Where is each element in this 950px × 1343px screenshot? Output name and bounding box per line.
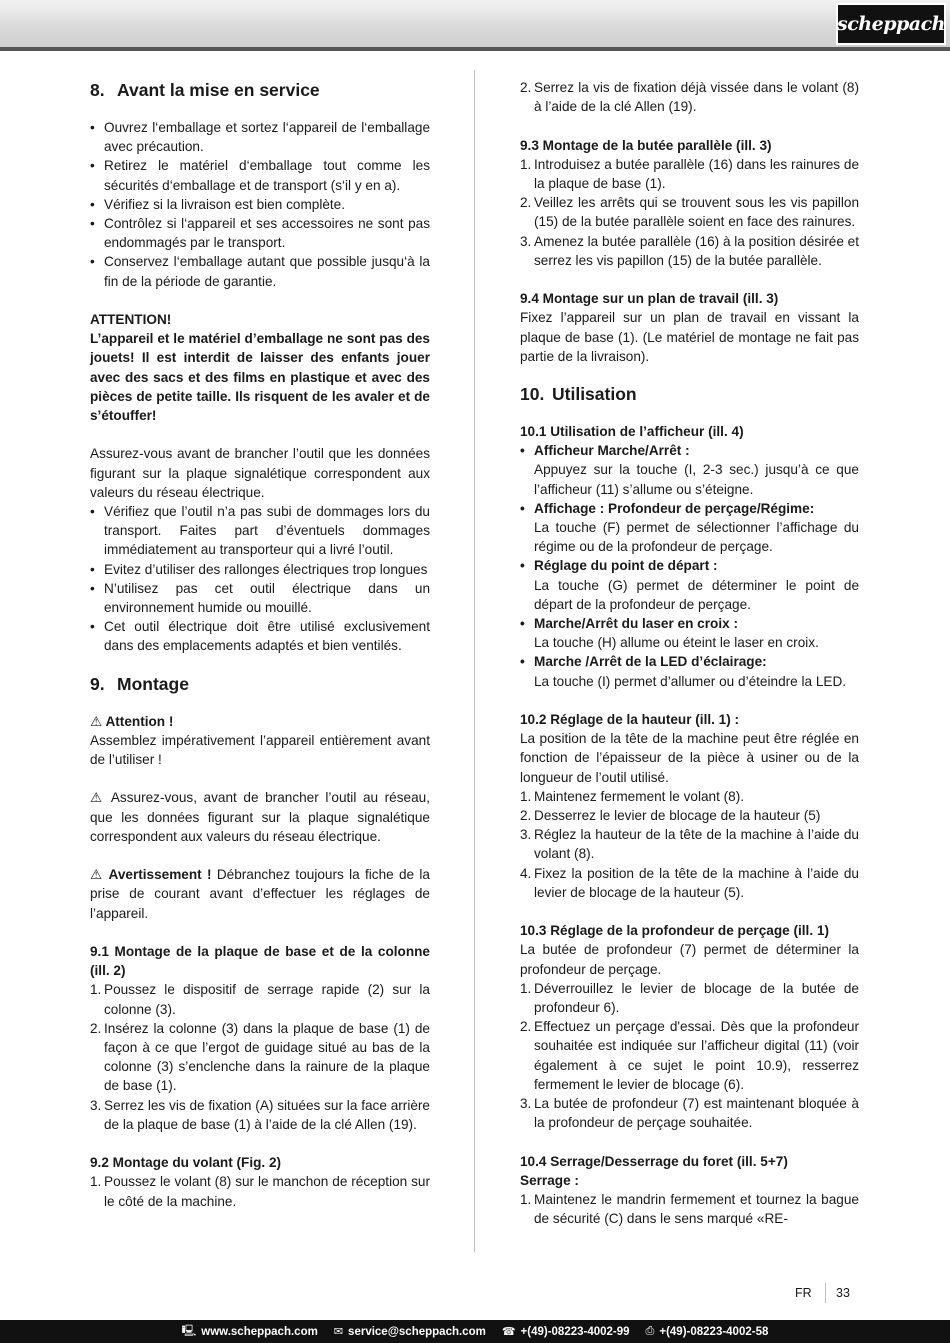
list-item: • Vérifiez que l’outil n’a pas subi de dommages lors du transport. Faites part d’éventuels dommages immédiatement au transporteur qui a livré l’outil. (90, 502, 430, 560)
website-contact[interactable] (182, 1322, 318, 1341)
fax-contact[interactable] (646, 1325, 769, 1338)
logo-text: scheppach (837, 13, 945, 35)
step-text: Maintenez fermement le volant (8). (534, 788, 745, 804)
attention-label: ATTENTION! (90, 312, 172, 328)
list-item: 2. Serrez la vis de fixation déjà vissée dans le volant (8) à l’aide de la clé Allen (19). (520, 80, 859, 115)
step-text: Serrez les vis de fixation (A) situées sur la face arrière de la plaque de base (1) à l’aide de la clé Allen (19). (104, 1097, 430, 1132)
step-text: Introduisez a butée parallèle (16) dans les rainures de la plaque de base (1). (534, 156, 859, 191)
language-code: FR (795, 1286, 812, 1300)
phone-icon: ☎︎ (501, 1326, 516, 1338)
list-item: • N’utilisez pas cet outil électrique dans un environnement humide ou mouillé. (90, 579, 430, 617)
list-item: • Ouvrez l‘emballage et sortez l‘appareil de l‘emballage avec précaution. (90, 118, 430, 156)
step-text: Veillez les arrêts qui se trouvent sous les vis papillon (15) de la butée parallèle soient en face des rainures. (534, 195, 859, 230)
section-9-title: Montage (117, 673, 189, 694)
header-rule (0, 47, 950, 51)
list-item (520, 441, 859, 499)
step-text: Effectuez un perçage d'essai. Dès que la profondeur souhaitée est indiquée sur l’afficheur digital (11) (voir également à ce sujet le point 10.9), resserrez fermement le levier de blocage (6). (534, 1019, 859, 1092)
section-10-3-text: La butée de profondeur (7) permet de déterminer la profondeur de perçage. (520, 942, 859, 977)
list-item: 1. Déverrouillez le levier de blocage de la butée de profondeur 6). (520, 980, 859, 1016)
list-item: • Cet outil électrique doit être utilisé exclusivement dans des emplacements adaptés et bien ventilés. (90, 617, 430, 655)
section-10-title: Utilisation (552, 384, 637, 405)
page-footer (795, 1283, 856, 1303)
section-9-1-steps (90, 980, 430, 1134)
list-item: 3. Serrez les vis de fixation (A) situées sur la face arrière de la plaque de base (1) à l’aide de la clé Allen (19). (90, 1097, 430, 1132)
list-item (520, 556, 859, 614)
list-item: • Vérifiez si la livraison est bien complète. (90, 195, 430, 214)
item-title: • Affichage : Profondeur de perçage/Régime: (534, 500, 815, 516)
list-item: • Retirez le matériel d‘emballage tout comme les sécurités d‘emballage et de transport (s‘il y en a). (90, 156, 430, 194)
section-10-4-title: 10.4 Serrage/Desserrage du foret (ill. 5+7) (520, 1153, 788, 1169)
footer-separator (825, 1283, 826, 1303)
website-text: www.scheppach.com (201, 1325, 318, 1338)
step-text: Amenez la butée parallèle (16) à la position désirée et serrez les vis papillon (15) de la butée parallèle. (534, 233, 859, 268)
list-item (520, 614, 859, 652)
list-item: 1. Poussez le dispositif de serrage rapide (2) sur la colonne (3). (90, 982, 430, 1017)
warning-1-label: ⚠ Attention ! (90, 713, 174, 729)
page-number: 33 (836, 1286, 850, 1300)
section-9-number: 9. (90, 673, 105, 694)
list-item (520, 499, 859, 557)
section-9-4-title: 9.4 Montage sur un plan de travail (ill. 3) (520, 291, 779, 307)
fax-icon: ⎙ (645, 1325, 655, 1337)
list-item: 1. Maintenez le mandrin fermement et tournez la bague de sécurité (C) dans le sens marqué «RE- (520, 1192, 859, 1227)
header-bar (0, 0, 950, 47)
email-contact[interactable] (334, 1325, 486, 1338)
section-10-2-steps (520, 787, 859, 902)
list-item: 1. Poussez le volant (8) sur le manchon de réception sur le côté de la machine. (90, 1174, 430, 1209)
section-10-2-title: 10.2 Réglage de la hauteur (ill. 1) : (520, 712, 740, 728)
section-9-2-steps (90, 1172, 430, 1210)
step-text: Desserrez le levier de blocage de la hauteur (5) (534, 808, 821, 824)
step-text: Déverrouillez le levier de blocage de la butée de profondeur 6). (534, 980, 859, 1016)
left-column (90, 78, 430, 1211)
list-item: 3. La butée de profondeur (7) est maintenant bloquée à la profondeur de perçage souhaitée. (520, 1096, 859, 1131)
section-10-1-title: 10.1 Utilisation de l’afficheur (ill. 4) (520, 424, 744, 440)
section-9-3-steps (520, 155, 859, 270)
item-text: Appuyez sur la touche (I, 2-3 sec.) jusqu’à ce que l’afficheur (11) s’allume ou s’éteigne. (534, 462, 859, 497)
warning-3-text: Débranchez toujours la fiche de la prise de courant avant d’effectuer les réglages de l’appareil. (90, 867, 430, 921)
section-10-4-subtitle: Serrage : (520, 1172, 579, 1188)
section-9-1-title: 9.1 Montage de la plaque de base et de la colonne (ill. 2) (90, 944, 430, 979)
section-8-number: 8. (90, 80, 105, 100)
list-item: 1. Introduisez a butée parallèle (16) dans les rainures de la plaque de base (1). (520, 156, 859, 191)
step-text: Fixez la position de la tête de la machine à l’aide du levier de blocage de la hauteur (5). (534, 865, 859, 900)
item-title: • Afficheur Marche/Arrêt : (534, 443, 690, 459)
step-text: Maintenez le mandrin fermement et tournez la bague de sécurité (C) dans le sens marqué «RE- (534, 1192, 859, 1227)
section-8-heading (90, 78, 430, 102)
item-title: • Réglage du point de départ : (534, 558, 718, 574)
section-10-2-text: La position de la tête de la machine peut être réglée en fonction de l’épaisseur de la pièce à usiner ou de la longueur de l’outil utilisé. (520, 731, 859, 785)
section-9-4-text: Fixez l’appareil sur un plan de travail en vissant la plaque de base (1). (Le matériel de montage ne fait pas partie de la livraison). (520, 310, 859, 364)
item-title: • Marche/Arrêt du laser en croix : (534, 616, 738, 632)
check-intro: Assurez-vous avant de brancher l’outil que les données figurant sur la plaque signalétique correspondent aux valeurs du réseau électrique. (90, 446, 430, 500)
fax-text: +(49)-08223-4002-58 (659, 1325, 769, 1338)
section-9-heading (90, 672, 430, 696)
item-text: La touche (F) permet de sélectionner l’affichage du régime ou de la profondeur de perçage. (534, 520, 859, 555)
section-9-2-title: 9.2 Montage du volant (Fig. 2) (90, 1155, 282, 1171)
list-item: • Conservez l‘emballage autant que possible jusqu‘à la fin de la période de garantie. (90, 252, 430, 290)
column-divider (474, 70, 475, 1252)
mail-icon: ✉︎ (333, 1326, 344, 1338)
warning-3 (90, 865, 430, 923)
attention-text: L’appareil et le matériel d’emballage ne sont pas des jouets! Il est interdit de laisser des enfants jouer avec des sacs et des films en plastique et avec des pièces de petite taille. Ils risquent de les avaler et de s’étouffer! (90, 331, 430, 424)
item-text: La touche (H) allume ou éteint le laser en croix. (534, 635, 819, 651)
section-9-2-steps-cont (520, 78, 859, 116)
scheppach-logo (836, 3, 946, 45)
step-text: Poussez le volant (8) sur le manchon de réception sur le côté de la machine. (104, 1174, 430, 1209)
section-10-3-title: 10.3 Réglage de la profondeur de perçage (ill. 1) (520, 923, 829, 939)
item-title: • Marche /Arrêt de la LED d’éclairage: (534, 654, 767, 670)
list-item: 4. Fixez la position de la tête de la machine à l’aide du levier de blocage de la hauteur (5). (520, 865, 859, 900)
list-item: 2. Desserrez le levier de blocage de la hauteur (5) (520, 808, 821, 824)
step-text: La butée de profondeur (7) est maintenant bloquée à la profondeur de perçage souhaitée. (534, 1096, 859, 1131)
list-item: 2. Insérez la colonne (3) dans la plaque de base (1) de façon à ce que l’ergot de guidage situé au bas de la colonne (3) s’enclenche dans la rainure de la plaque de base (1). (90, 1020, 430, 1094)
list-item (520, 652, 859, 690)
warning-3-label: ⚠ Avertissement ! (90, 867, 212, 883)
warning-2-text: ⚠ Assurez-vous, avant de brancher l’outil au réseau, que les données figurant sur la plaque signalétique correspondent aux valeurs du réseau électrique. (90, 790, 430, 844)
item-text: La touche (G) permet de déterminer le point de départ de la profondeur de perçage. (534, 577, 859, 612)
list-item: • Contrôlez si l‘appareil et ses accessoires ne sont pas endommagés par le transport. (90, 214, 430, 252)
list-item: 2. Effectuez un perçage d'essai. Dès que la profondeur souhaitée est indiquée sur l’afficheur digital (11) (voir également à ce sujet le point 10.9), resserrez fermement le levier de blocage (6). (520, 1019, 859, 1092)
step-text: Réglez la hauteur de la tête de la machine à l’aide du volant (8). (534, 827, 859, 862)
right-column (520, 78, 859, 1229)
contact-bar (0, 1320, 950, 1343)
step-text: Poussez le dispositif de serrage rapide (2) sur la colonne (3). (104, 982, 430, 1017)
warning-1-text: Assemblez impérativement l’appareil entièrement avant de l’utiliser ! (90, 732, 430, 768)
phone-contact[interactable] (502, 1325, 630, 1338)
section-9-3-title: 9.3 Montage de la butée parallèle (ill. 3) (520, 137, 772, 153)
phone-text: +(49)-08223-4002-99 (520, 1325, 630, 1338)
list-item: 2. Veillez les arrêts qui se trouvent sous les vis papillon (15) de la butée parallèle soient en face des rainures. (520, 195, 859, 230)
list-item: 1. Maintenez fermement le volant (8). (520, 788, 745, 804)
step-text: Insérez la colonne (3) dans la plaque de base (1) de façon à ce que l’ergot de guidage situé au bas de la colonne (3) s’enclenche dans la rainure de la plaque de base (1). (104, 1020, 430, 1094)
section-10-number: 10. (520, 384, 545, 405)
check-bullets (90, 502, 430, 656)
section-10-4-steps (520, 1190, 859, 1228)
list-item: 3. Réglez la hauteur de la tête de la machine à l’aide du volant (8). (520, 827, 859, 862)
step-text: Serrez la vis de fixation déjà vissée dans le volant (8) à l’aide de la clé Allen (19). (534, 80, 859, 115)
section-8-title: Avant la mise en service (117, 80, 320, 100)
computer-icon: 🖳︎ (181, 1325, 197, 1337)
list-item: 3. Amenez la butée parallèle (16) à la position désirée et serrez les vis papillon (15) de la butée parallèle. (520, 233, 859, 268)
section-10-heading (520, 382, 859, 406)
list-item: • Evitez d’utiliser des rallonges électriques trop longues (90, 560, 430, 579)
section-8-bullets (90, 118, 430, 291)
item-text: La touche (I) permet d’allumer ou d’éteindre la LED. (534, 673, 847, 689)
section-10-1-items (520, 441, 859, 691)
email-text: service@scheppach.com (348, 1325, 486, 1338)
section-10-3-steps (520, 979, 859, 1133)
